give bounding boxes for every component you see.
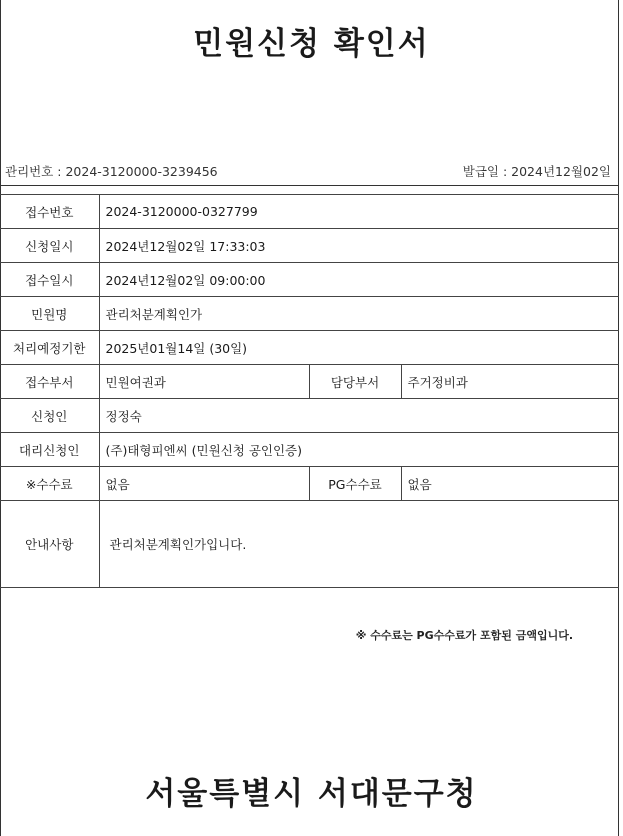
proxy-label: 대리신청인 — [0, 433, 99, 467]
table-row — [0, 331, 619, 365]
receipt-number-label: 접수번호 — [0, 195, 99, 229]
table-row — [0, 501, 619, 588]
notice-value: 관리처분계획인가입니다. — [99, 501, 619, 588]
document-title: 민원신청 확인서 — [193, 26, 430, 62]
fee-label: ※수수료 — [0, 467, 99, 501]
table-row — [0, 195, 619, 229]
responsible-department-value: 주거정비과 — [401, 365, 619, 399]
fee-note: ※ 수수료는 PG수수료가 포함된 금액입니다. — [355, 629, 573, 642]
receipt-datetime-value: 2024년12월02일 09:00:00 — [99, 263, 619, 297]
receipt-datetime-label: 접수일시 — [0, 263, 99, 297]
table-row — [0, 297, 619, 331]
header-rule — [0, 185, 619, 186]
notice-label: 안내사항 — [0, 501, 99, 588]
table-row — [0, 433, 619, 467]
receiving-department-value: 민원여권과 — [99, 365, 309, 399]
applicant-label: 신청인 — [0, 399, 99, 433]
application-datetime-label: 신청일시 — [0, 229, 99, 263]
responsible-department-label: 담당부서 — [309, 365, 401, 399]
management-number: 관리번호 : 2024-3120000-3239456 — [5, 164, 218, 179]
complaint-name-value: 관리처분계획인가 — [99, 297, 619, 331]
complaint-name-label: 민원명 — [0, 297, 99, 331]
table-row — [0, 399, 619, 433]
fee-value: 없음 — [99, 467, 309, 501]
pg-fee-value: 없음 — [401, 467, 619, 501]
application-datetime-value: 2024년12월02일 17:33:03 — [99, 229, 619, 263]
due-date-label: 처리예정기한 — [0, 331, 99, 365]
table-row — [0, 263, 619, 297]
issuing-authority: 서울특별시 서대문구청 — [145, 776, 478, 812]
receipt-number-value: 2024-3120000-0327799 — [99, 195, 619, 229]
table-row — [0, 229, 619, 263]
table-row — [0, 467, 619, 501]
applicant-value: 정정숙 — [99, 399, 619, 433]
due-date-value: 2025년01월14일 (30일) — [99, 331, 619, 365]
proxy-value: (주)태형피엔씨 (민원신청 공인인증) — [99, 433, 619, 467]
issue-date: 발급일 : 2024년12월02일 — [462, 164, 611, 179]
pg-fee-label: PG수수료 — [309, 467, 401, 501]
info-table — [0, 194, 619, 588]
receiving-department-label: 접수부서 — [0, 365, 99, 399]
table-row — [0, 365, 619, 399]
